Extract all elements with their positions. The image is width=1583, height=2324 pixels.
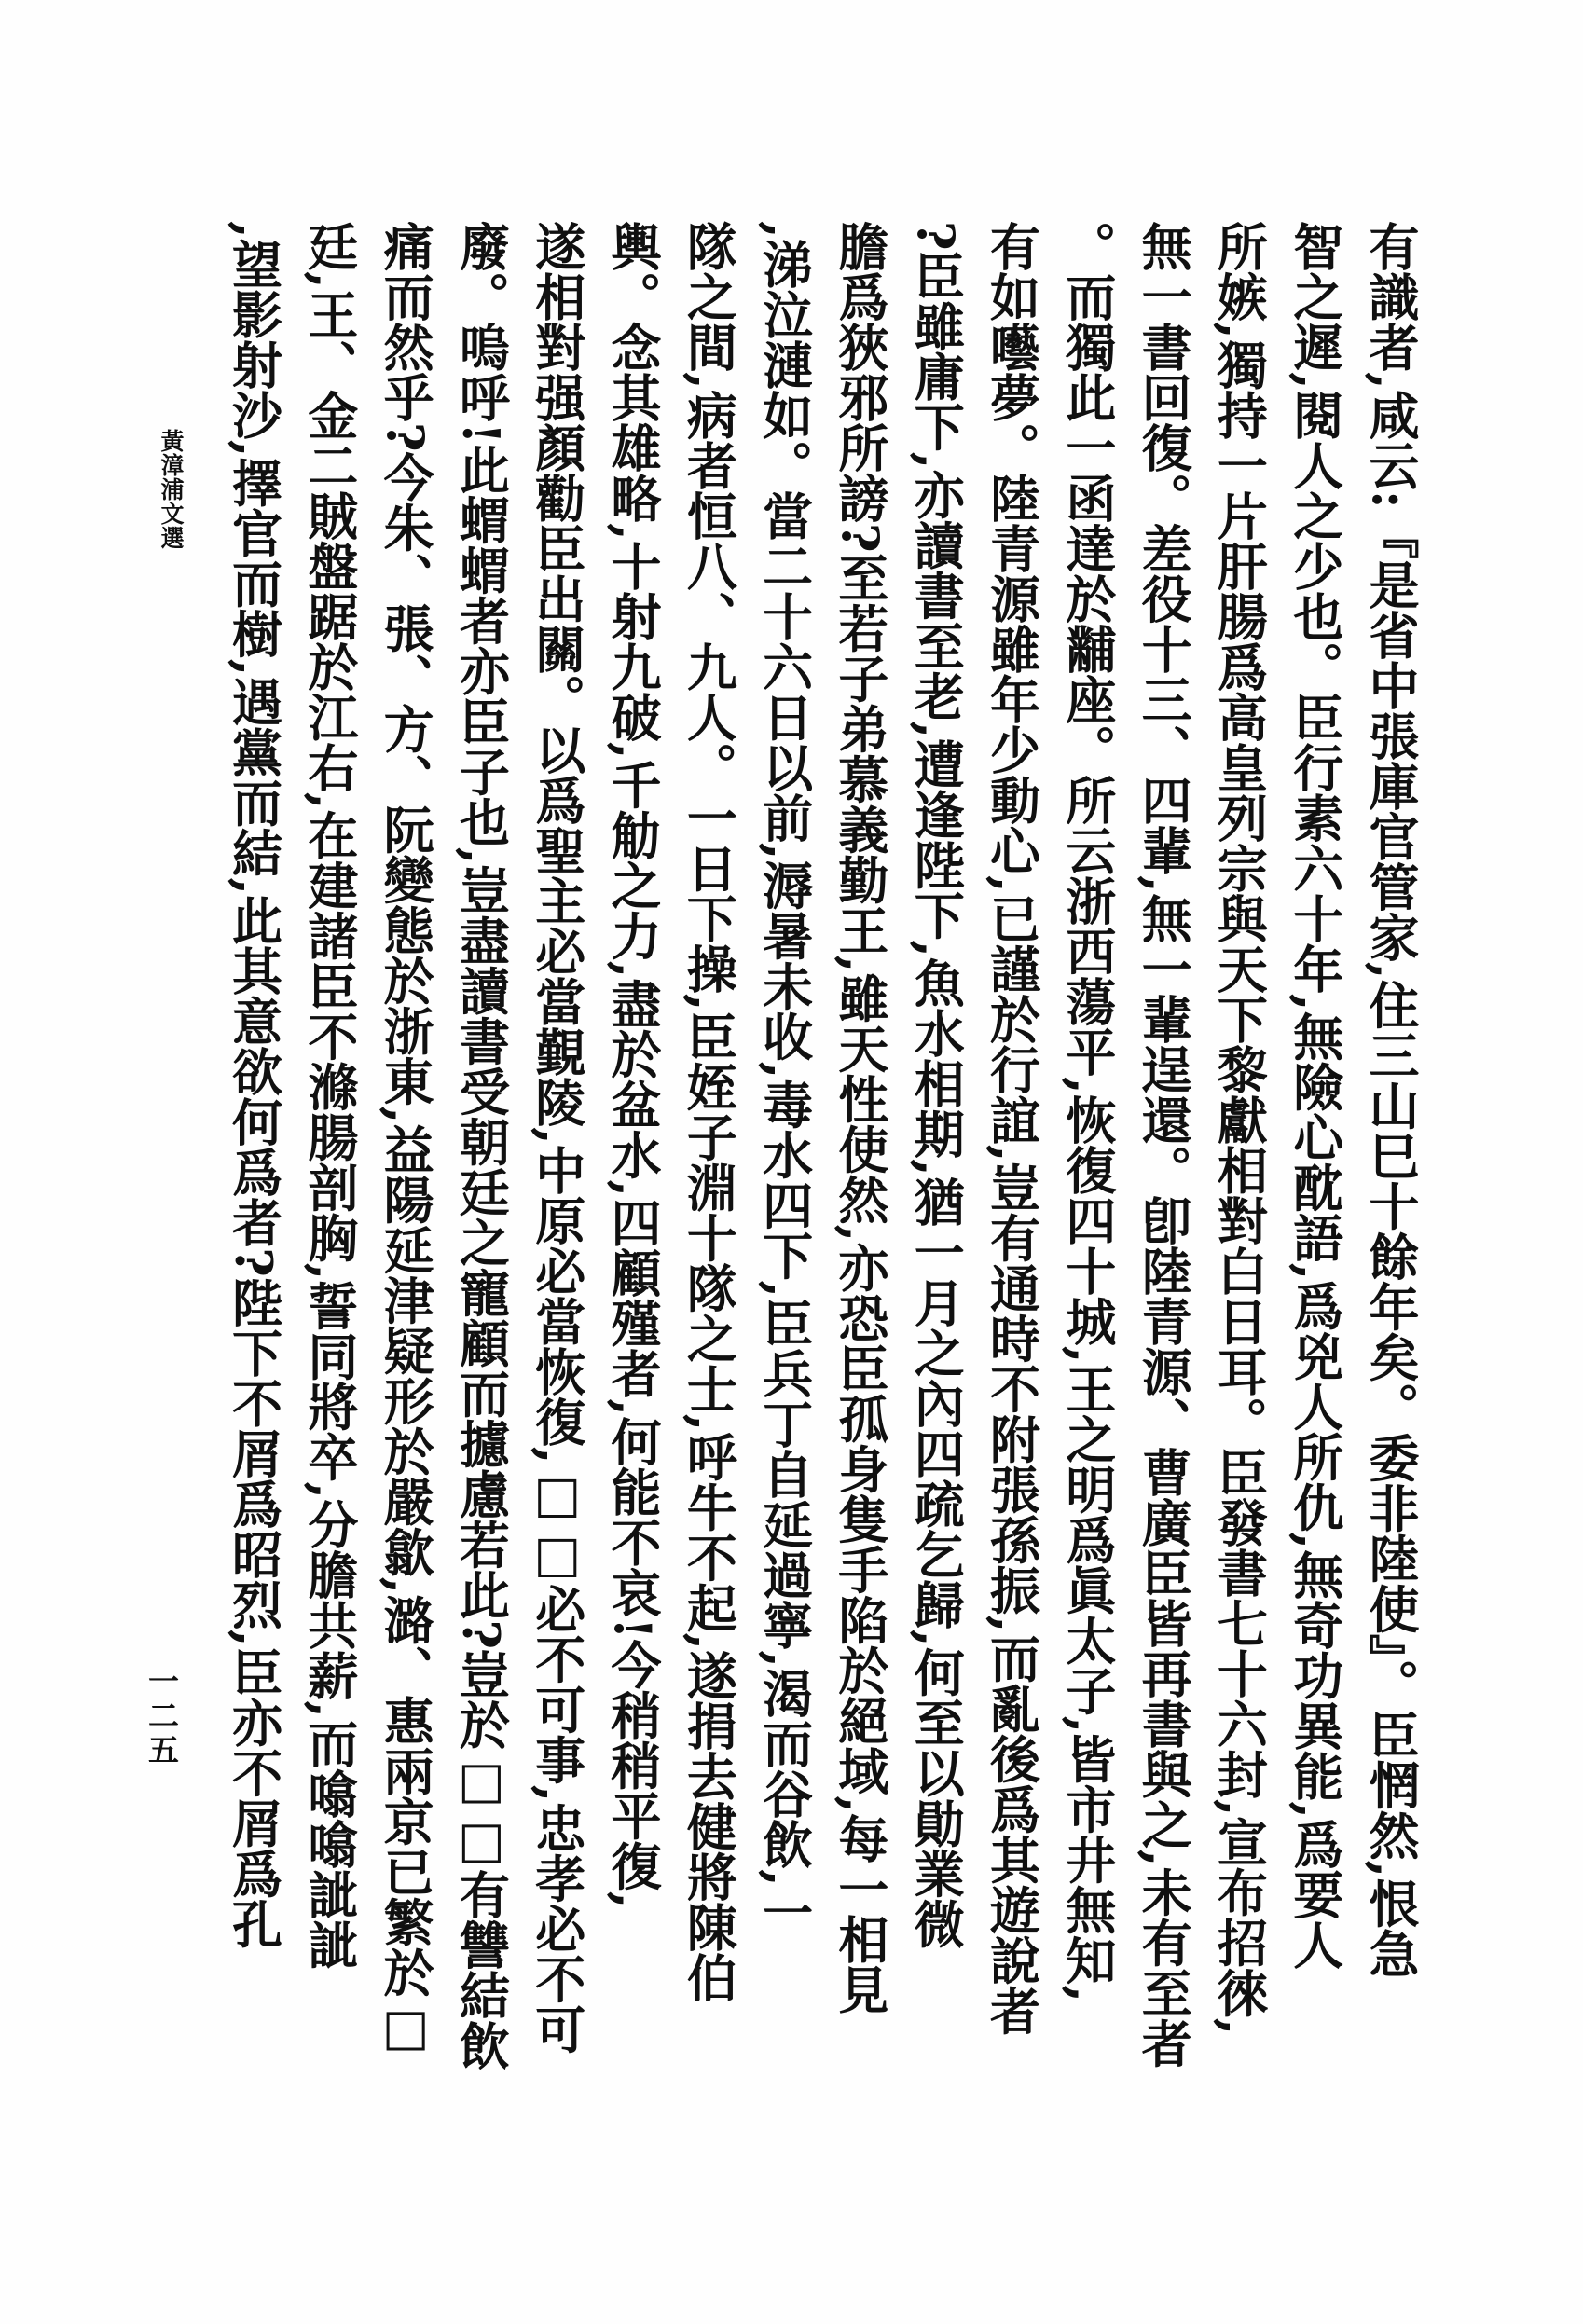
text-column: 輿。念其雄略,十射九破,千觔之力,盡於盆水,四顧殣者,何能不哀!今稍稍平復, <box>603 221 664 1909</box>
text-column: ,望影射沙,擇官而樹,遇黨而結,此其意欲何爲者?陛下不屑爲昭烈,臣亦不屑爲孔 <box>224 221 284 1949</box>
text-column: ,涕泣漣如。當二十六日以前,溽暑未收,毒水四下,臣兵丁自延過寧,渴而谷飲,一 <box>754 221 815 1937</box>
text-column: 有如囈夢。陸青源雖年少動心,已謹於行誼,豈有通時不附張孫振,而亂後爲其遊說者 <box>982 221 1042 2036</box>
text-block <box>213 221 1428 2165</box>
text-column: 無一書回復。差役十三、四輩,無一輩逞還。卽陸青源、曹廣臣皆再書與之,未有至者 <box>1134 221 1194 2069</box>
page-number: 一二五 <box>144 1665 180 1768</box>
text-column: 膽爲狹邪所謗?至若子弟慕義勤王,雖天性使然,亦恐臣孤身隻手陷於絕域,每一相見 <box>830 221 890 2015</box>
text-column: 廷,王、金二賊盤踞於江右,在建諸臣不滌腸剖胸,誓同將卒,分膽共薪,而噏噏訿訿 <box>299 221 360 1970</box>
book-title: 黃漳浦文選 <box>158 429 185 550</box>
text-column: 所嫉,獨持一片肝腸爲高皇列宗與天下黎獻相對白日耳。臣發書七十六封,宣布招徠, <box>1209 221 1270 2036</box>
text-column: ?臣雖庸下,亦讀書至老,遭逢陛下,魚水相期,猶一月之內四疏乞歸,何至以勛業微 <box>906 221 967 1949</box>
text-column: 痛而然乎?今朱、張、方、阮變態於浙東,益陽延津疑形於嚴歙,潞、惠兩京已繁於□ <box>376 221 436 2057</box>
text-column: 有識者,咸云:『是省中張庫官管家,住三山巳十餘年矣。委非陸使』。臣惘然,恨急 <box>1361 221 1421 1979</box>
text-column: 遂相對强顏勸臣出關。以爲聖主必當覲陵,中原必當恢復,□□必不可事,忠孝必不可 <box>527 221 587 2055</box>
text-column: 智之遲,閱人之少也。臣行素六十年,無險心酖語,爲兇人所仇,無奇功異能,爲要人 <box>1285 221 1345 1970</box>
text-column: 隊之間,病者恒八、九人。一日下操,臣姪子淵十隊之士,呼牛不起,遂捐去健將陳伯 <box>679 221 739 2003</box>
text-column: 。而獨此一函達於黼座。所云浙西蕩平,恢復四十城,王之明爲眞太子,皆市井無知, <box>1057 221 1118 2003</box>
text-column: 廢。嗚呼!此蝟蝟者亦臣子也,豈盡讀書受朝廷之寵顧而攄慮若此?豈於□□有讐結飲 <box>451 221 512 2071</box>
